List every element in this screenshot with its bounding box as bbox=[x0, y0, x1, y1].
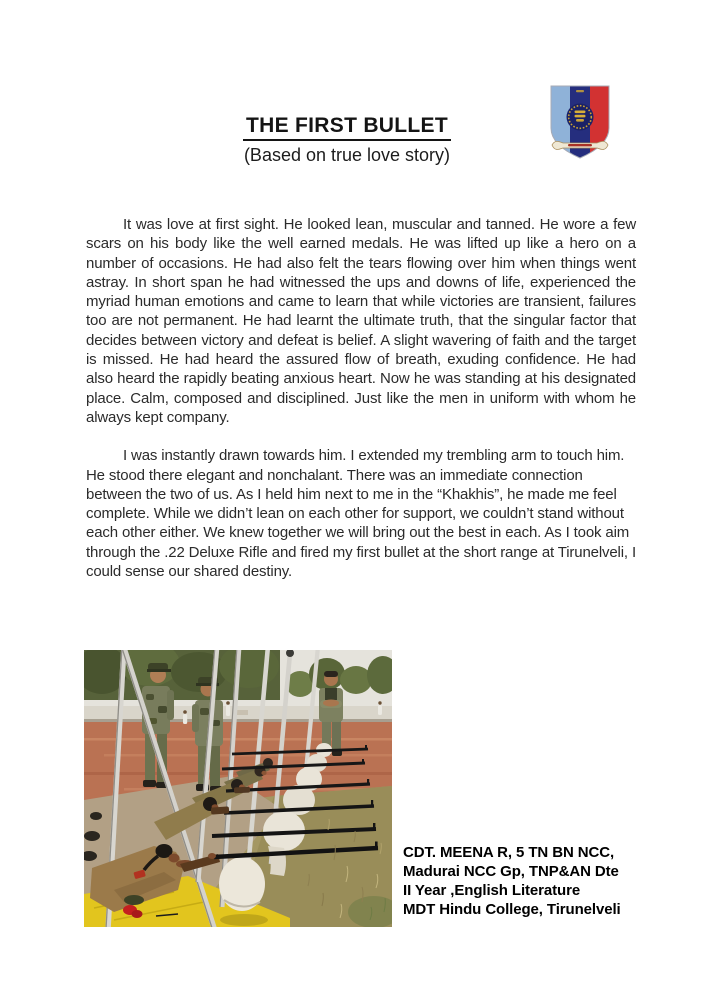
credit-line-1: CDT. MEENA R, 5 TN BN NCC, bbox=[403, 844, 615, 861]
story-body bbox=[86, 215, 636, 600]
story-paragraph-2: I was instantly drawn towards him. I extended my trembling arm to touch him. He stood there elegant and nonchalant. There was an immediate connection between the two of us. As I held him next to me in the “Khakhis”, he made me feel complete. While we didn’t lean on each other for support, we couldn’t stand without each other either. We knew together we will bring out the best in each. As I took aim through the .22 Deluxe Rifle and fired my first bullet at the short range at Tirunelveli, I could sense our shared destiny. bbox=[86, 447, 636, 581]
page-title: THE FIRST BULLET bbox=[243, 114, 451, 141]
page-subtitle: (Based on true love story) bbox=[243, 145, 451, 165]
credit-line-3: II Year ,English Literature bbox=[403, 882, 581, 899]
ncc-college-crest-icon bbox=[548, 84, 612, 162]
photo-wall bbox=[84, 706, 392, 723]
author-credits bbox=[403, 843, 621, 919]
story-paragraph-1: It was love at first sight. He looked lean, muscular and tanned. He wore a few scars on his body like the well earned medals. He was lifted up like a hero on a number of occasions. He had also felt the tears flowing over him when things went astray. In short span he had witnessed the ups and downs of life, experienced the myriad human emotions and came to learn that while victories are transient, failures too are not permanent. He had learnt the ultimate truth, that the singular factor that decides between victory and defeat is belief. A slight wavering of faith and the target is missed. He had heard the assured flow of breath, exuding confidence. He had also heard the rapidly beating anxious heart. Now he was standing at his designated place. Calm, composed and disciplined. Just like the men in uniform with whom he always kept company. bbox=[86, 216, 636, 426]
credit-line-4: MDT Hindu College, Tirunelveli bbox=[403, 901, 621, 918]
firing-range-photo bbox=[84, 650, 392, 927]
credit-line-2: Madurai NCC Gp, TNP&AN Dte bbox=[403, 863, 619, 880]
